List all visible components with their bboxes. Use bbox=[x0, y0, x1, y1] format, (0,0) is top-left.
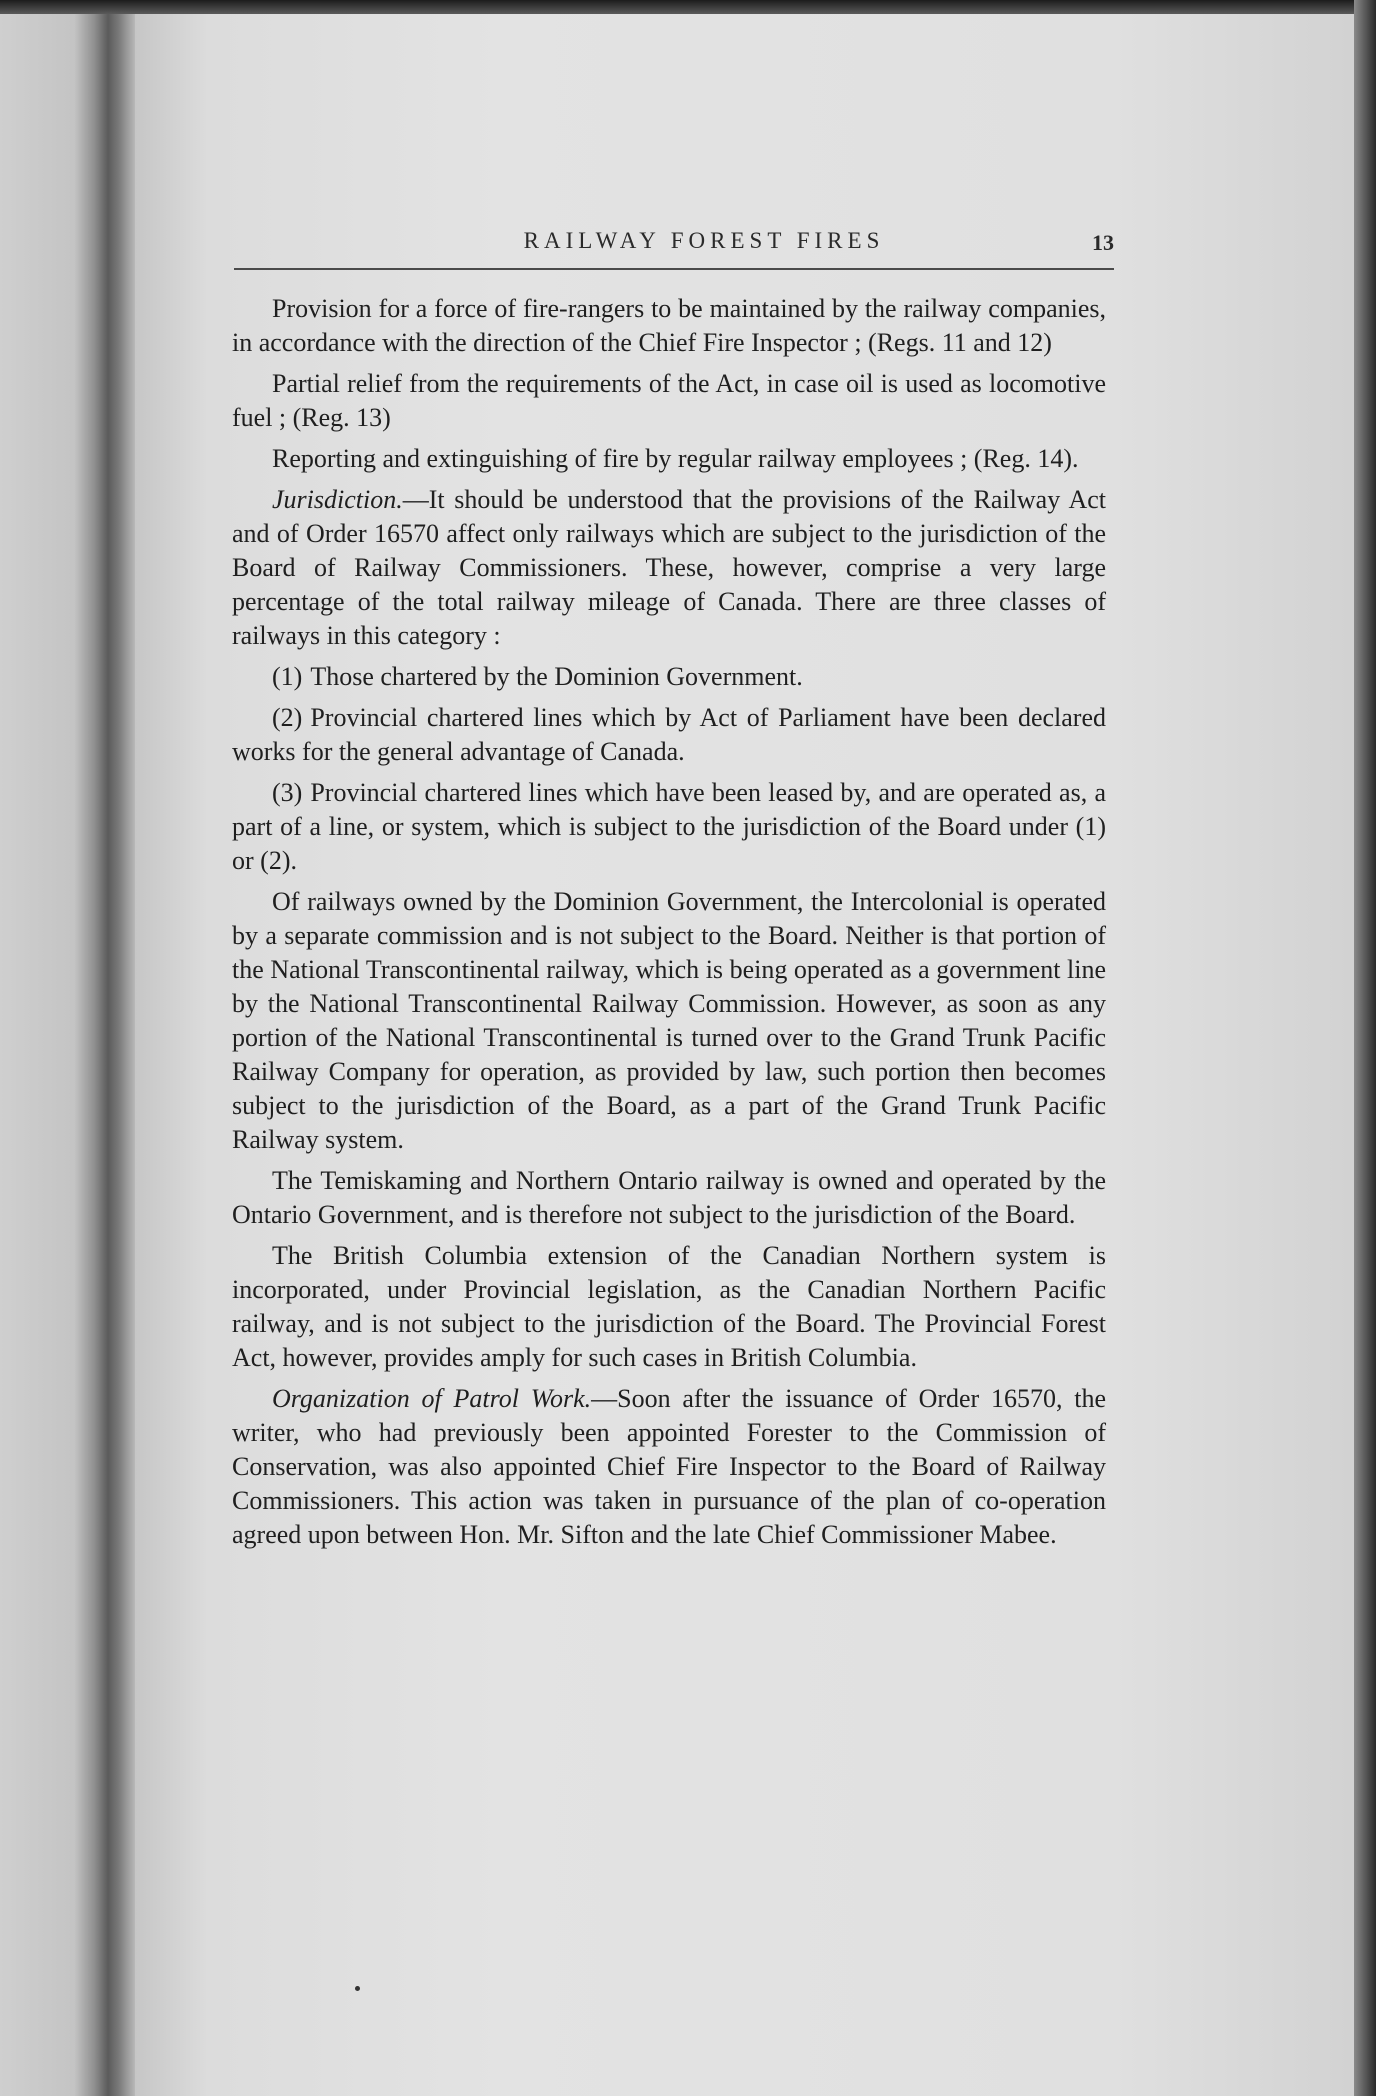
section-lead-patrol-work: Organization of Patrol Work. bbox=[272, 1384, 592, 1413]
list-item-3: (3) Provincial chartered lines which have been leased by, and are operated as, a part of a line, or system, which is subject to the jurisdiction of the Board under (1) or (2). bbox=[232, 778, 1106, 875]
paragraph-british-columbia: The British Columbia extension of the Canadian Northern system is incorporated, under Provincial legislation, as the Canadian Northern Pacific railway, and is not subject to the jurisdiction of the Board. The Provincial Forest Act, however, provides amply for such cases in British Columbia. bbox=[232, 1241, 1106, 1372]
running-head-rule bbox=[234, 268, 1114, 270]
scan-left-gutter bbox=[0, 14, 135, 2096]
scan-right-edge bbox=[1354, 0, 1376, 2096]
paragraph-fire-rangers: Provision for a force of fire-rangers to be maintained by the railway companies, in accordance with the direction of the Chief Fire Inspector ; (Regs. 11 and 12) bbox=[232, 294, 1106, 357]
paragraph-patrol-work: Organization of Patrol Work.—Soon after the issuance of Order 16570, the writer, who had previously been appointed Forester to the Commission of Conservation, was also appointed Chief Fire Inspector to the Board of Railway Commissioners. This action was taken in pursuance of the plan of co-operation agreed upon between Hon. Mr. Sifton and the late Chief Commissioner Mabee. bbox=[232, 1384, 1106, 1549]
running-head bbox=[234, 228, 1114, 272]
page-number: 13 bbox=[1092, 230, 1114, 255]
paragraph-dominion-railways: Of railways owned by the Dominion Government, the Intercolonial is operated by a separate commission and is not subject to the Board. Neither is that portion of the National Transcontinental railway, which is being operated as a government line by the National Transcontinental Railway Commission. However, as soon as any portion of the National Transcontinental is turned over to the Grand Trunk Pacific Railway Company for operation, as provided by law, such portion then becomes subject to the jurisdiction of the Board, as a part of the Grand Trunk Pacific Railway system. bbox=[232, 887, 1106, 1154]
paragraph-oil-fuel: Partial relief from the requirements of the Act, in case oil is used as locomotive fuel ; (Reg. 13) bbox=[232, 369, 1106, 432]
paragraph-jurisdiction: Jurisdiction.—It should be understood that the provisions of the Railway Act and of Order 16570 affect only railways which are subject to the jurisdiction of the Board of Railway Commissioners. These, however, comprise a very large percentage of the total railway mileage of Canada. There are three classes of railways in this category : bbox=[232, 485, 1106, 650]
list-item-2: (2) Provincial chartered lines which by Act of Parliament have been declared works for the general advantage of Canada. bbox=[232, 703, 1106, 766]
paragraph-temiskaming: The Temiskaming and Northern Ontario railway is owned and operated by the Ontario Government, and is therefore not subject to the jurisdiction of the Board. bbox=[232, 1166, 1106, 1229]
list-item-1: (1) Those chartered by the Dominion Government. bbox=[272, 662, 803, 691]
running-head-title: RAILWAY FOREST FIRES bbox=[523, 228, 885, 253]
ink-speck bbox=[355, 1986, 360, 1991]
list-number: (1) bbox=[272, 662, 303, 691]
paragraph-reporting-fire: Reporting and extinguishing of fire by regular railway employees ; (Reg. 14). bbox=[272, 444, 1079, 473]
list-number: (2) bbox=[272, 703, 303, 732]
scan-top-border bbox=[0, 0, 1376, 14]
body-text bbox=[232, 292, 1106, 1559]
section-lead-jurisdiction: Jurisdiction. bbox=[272, 485, 403, 514]
list-number: (3) bbox=[272, 778, 303, 807]
